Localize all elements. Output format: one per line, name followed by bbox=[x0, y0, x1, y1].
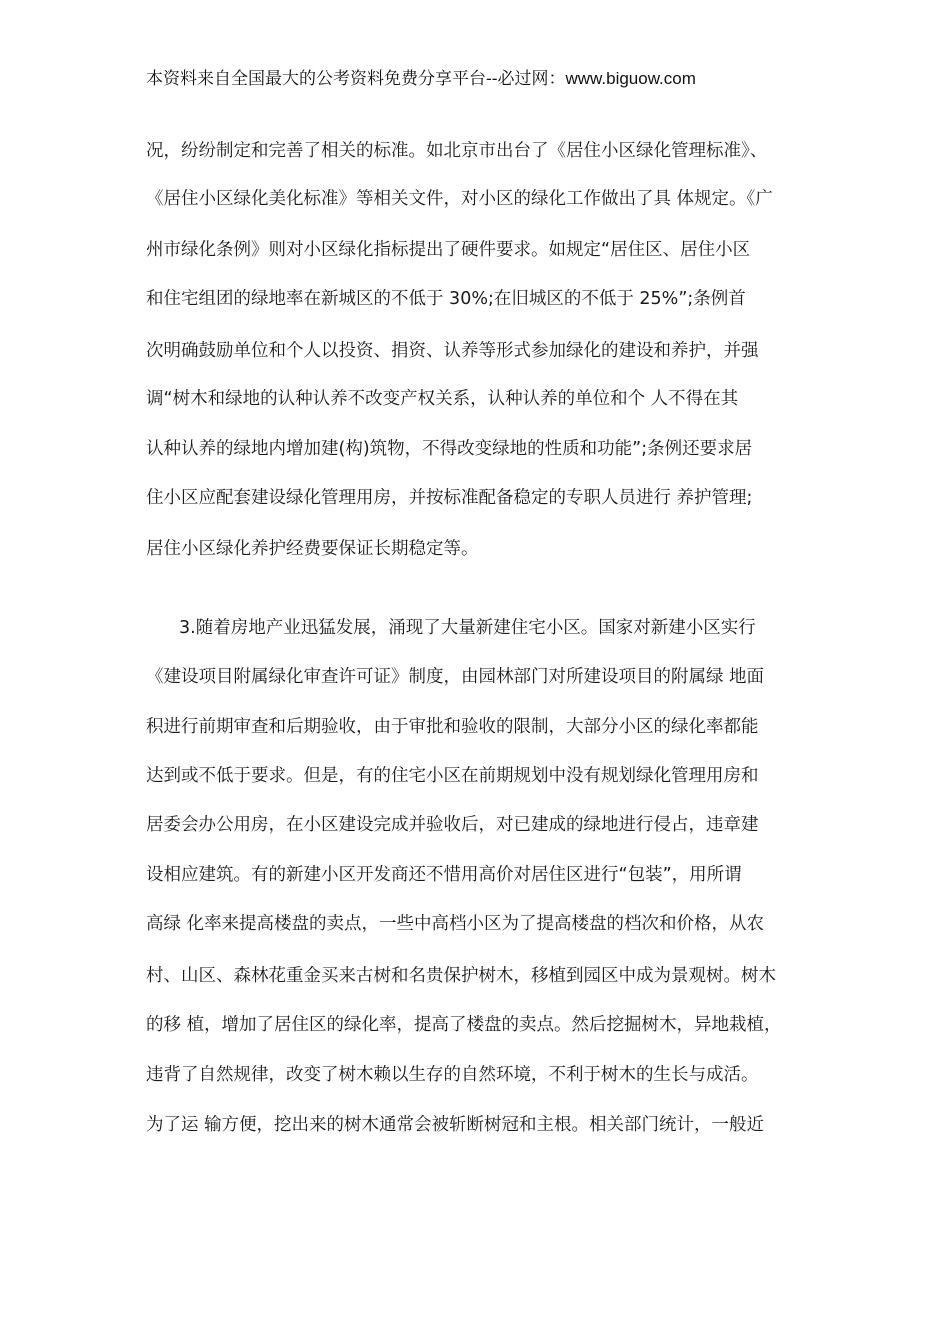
paragraph-2-line: 为了运 输方便，挖出来的树木通常会被斩断树冠和主根。相关部门统计，一般近 bbox=[146, 1115, 765, 1135]
page-header bbox=[146, 66, 826, 92]
paragraph-1-line: 调“树木和绿地的认种认养不改变产权关系，认种认养的单位和个 人不得在其 bbox=[146, 389, 739, 409]
paragraph-2-line: 村、山区、森林花重金买来古树和名贵保护树木，移植到园区中成为景观树。树木 bbox=[146, 966, 776, 986]
paragraph-1-line: 况，纷纷制定和完善了相关的标准。如北京市出台了《居住小区绿化管理标准》、 bbox=[146, 141, 768, 161]
header-url: www.biguow.com bbox=[565, 69, 696, 88]
paragraph-2-line: 的移 植，增加了居住区的绿化率，提高了楼盘的卖点。然后挖掘树木，异地栽植， bbox=[146, 1015, 782, 1035]
paragraph-1-line: 居住小区绿化养护经费要保证长期稳定等。 bbox=[146, 539, 479, 559]
paragraph-1-line: 州市绿化条例》则对小区绿化指标提出了硬件要求。如规定“居住区、居住小区 bbox=[146, 240, 751, 260]
paragraph-2-line: 违背了自然规律，改变了树木赖以生存的自然环境，不利于树木的生长与成活。 bbox=[146, 1065, 759, 1085]
header-source-text: 本资料来自全国最大的公考资料免费分享平台--必过网： bbox=[146, 69, 566, 89]
paragraph-1-line: 认种认养的绿地内增加建(构)筑物，不得改变绿地的性质和功能”;条例还要求居 bbox=[146, 439, 753, 459]
paragraph-2-line: 《建设项目附属绿化审查许可证》制度，由园林部门对所建设项目的附属绿 地面 bbox=[146, 667, 765, 687]
paragraph-1-line: 住小区应配套建设绿化管理用房，并按标准配备稳定的专职人员进行 养护管理; bbox=[146, 488, 753, 508]
paragraph-1-line: 次明确鼓励单位和个人以投资、捐资、认养等形式参加绿化的建设和养护，并强 bbox=[146, 341, 759, 361]
paragraph-1-line: 和住宅组团的绿地率在新城区的不低于 30%;在旧城区的不低于 25%”;条例首 bbox=[146, 289, 746, 309]
paragraph-2-line: 3.随着房地产业迅猛发展，涌现了大量新建住宅小区。国家对新建小区实行 bbox=[179, 618, 756, 638]
paragraph-1-line: 《居住小区绿化美化标准》等相关文件，对小区的绿化工作做出了具 体规定。《广 bbox=[146, 189, 773, 209]
paragraph-2-line: 高绿 化率来提高楼盘的卖点，一些中高档小区为了提高楼盘的档次和价格，从农 bbox=[146, 914, 765, 934]
paragraph-2-line: 积进行前期审查和后期验收，由于审批和验收的限制，大部分小区的绿化率都能 bbox=[146, 717, 759, 737]
paragraph-2-line: 达到或不低于要求。但是，有的住宅小区在前期规划中没有规划绿化管理用房和 bbox=[146, 766, 759, 786]
paragraph-2-line: 设相应建筑。有的新建小区开发商还不惜用高价对居住区进行“包装”，用所谓 bbox=[146, 865, 742, 885]
paragraph-2-line: 居委会办公用房，在小区建设完成并验收后，对已建成的绿地进行侵占，违章建 bbox=[146, 815, 759, 835]
